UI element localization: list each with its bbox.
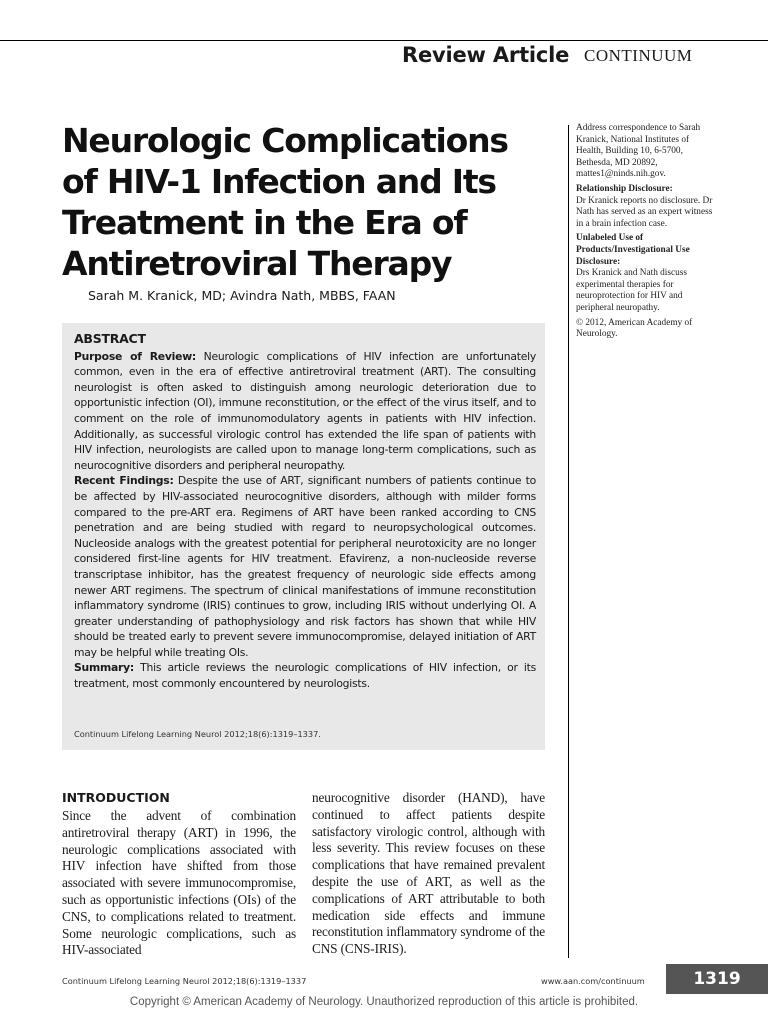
- abstract-purpose: [74, 349, 536, 474]
- relationship-text: Dr Kranick reports no disclosure. Dr Nath has served as an expert witness in a brain infection case.: [576, 195, 713, 229]
- sidebar-copyright: © 2012, American Academy of Neurology.: [576, 317, 693, 340]
- unlabeled-text: Drs Kranick and Nath discuss experimental therapies for neuroprotection for HIV and peripheral neuropathy.: [576, 268, 688, 313]
- abstract-citation: Continuum Lifelong Learning Neurol 2012;18(6):1319–1337.: [74, 729, 321, 739]
- footer-website-link[interactable]: www.aan.com/continuum: [541, 976, 645, 986]
- unlabeled-use-disclosure: [576, 233, 716, 314]
- summary-label: Summary:: [74, 661, 134, 675]
- article-title: Neurologic Complications of HIV-1 Infection and Its Treatment in the Era of Antiretroviral Therapy: [62, 121, 508, 283]
- header-rule: [0, 40, 768, 41]
- unlabeled-heading: Unlabeled Use of Products/Investigational Use Disclosure:: [576, 233, 690, 267]
- article-type-label: Review Article: [402, 43, 570, 67]
- abstract-findings: [74, 473, 536, 660]
- abstract-content: [74, 331, 536, 692]
- footer-citation: Continuum Lifelong Learning Neurol 2012;18(6):1319–1337: [62, 976, 307, 986]
- relationship-disclosure: [576, 184, 716, 230]
- relationship-heading: Relationship Disclosure:: [576, 183, 673, 194]
- correspondence-note: Address correspondence to Sarah Kranick, National Institutes of Health, Building 10, 6-5700, Bethesda, MD 20892, mattes1@ninds.nih.gov.: [576, 123, 701, 180]
- page-number: 1319: [666, 964, 768, 994]
- introduction-column-left: Since the advent of combination antiretroviral therapy (ART) in 1996, the neurologic complications associated with HIV infection have shifted from those associated with severe immunocompromise, such as opportunistic infections (OIs) of the CNS, to complications related to treatment. Some neurologic complications, such as HIV-associated: [62, 808, 296, 958]
- author-list: Sarah M. Kranick, MD; Avindra Nath, MBBS, FAAN: [88, 288, 396, 303]
- purpose-text: Neurologic complications of HIV infection are unfortunately common, even in the era of effective antiretroviral treatment (ART). The consulting neurologist is often asked to distinguish among neurologic deterioration due to opportunistic infection (OI), immune reconstitution, or the effect of the virus itself, and to comment on the role of immunomodulatory agents in patients with HIV infection. Additionally, as successful virologic control has extended the life span of patients with HIV infection, neurologists are called upon to manage long-term complications, such as neurocognitive disorders and peripheral neuropathy.: [74, 349, 536, 472]
- abstract-summary: [74, 660, 536, 691]
- findings-label: Recent Findings:: [74, 474, 174, 488]
- summary-text: This article reviews the neurologic complications of HIV infection, or its treatment, most commonly encountered by neurologists.: [74, 661, 536, 691]
- findings-text: Despite the use of ART, significant numbers of patients continue to be affected by HIV-associated neurocognitive disorders, although with milder forms compared to the pre-ART era. Regimens of ART have been ranked according to CNS penetration and are being studied with regard to neuropsychological outcomes. Nucleoside analogs with the greatest potential for peripheral neurotoxicity are no longer considered first-line agents for HIV treatment. Efavirenz, a non-nucleoside reverse transcriptase inhibitor, has the greatest frequency of neurologic side effects among newer ART regimens. The spectrum of clinical manifestations of immune reconstitution inflammatory syndrome (IRIS) continues to grow, including IRIS without underlying OI. A greater understanding of pathophysiology and risk factors has shown that while HIV should be treated early to prevent severe immunocompromise, delayed initiation of ART may be helpful while treating OIs.: [74, 474, 536, 659]
- copyright-notice: Copyright © American Academy of Neurology. Unauthorized reproduction of this article is prohibited.: [129, 996, 639, 1008]
- abstract-heading: ABSTRACT: [74, 331, 146, 346]
- purpose-label: Purpose of Review:: [74, 349, 196, 363]
- sidebar-notes: [576, 123, 716, 344]
- abstract-box: [62, 323, 545, 750]
- introduction-column-right: neurocognitive disorder (HAND), have continued to affect patients despite satisfactory virologic control, although with less severity. This review focuses on these complications that have remained prevalent despite the use of ART, as well as the complications of ART attributable to both medication side effects and immune reconstitution inflammatory syndrome of the CNS (CNS-IRIS).: [312, 790, 545, 957]
- sidebar-divider: [568, 125, 569, 958]
- journal-name: CONTINUUM: [584, 46, 693, 65]
- introduction-heading: INTRODUCTION: [62, 790, 170, 805]
